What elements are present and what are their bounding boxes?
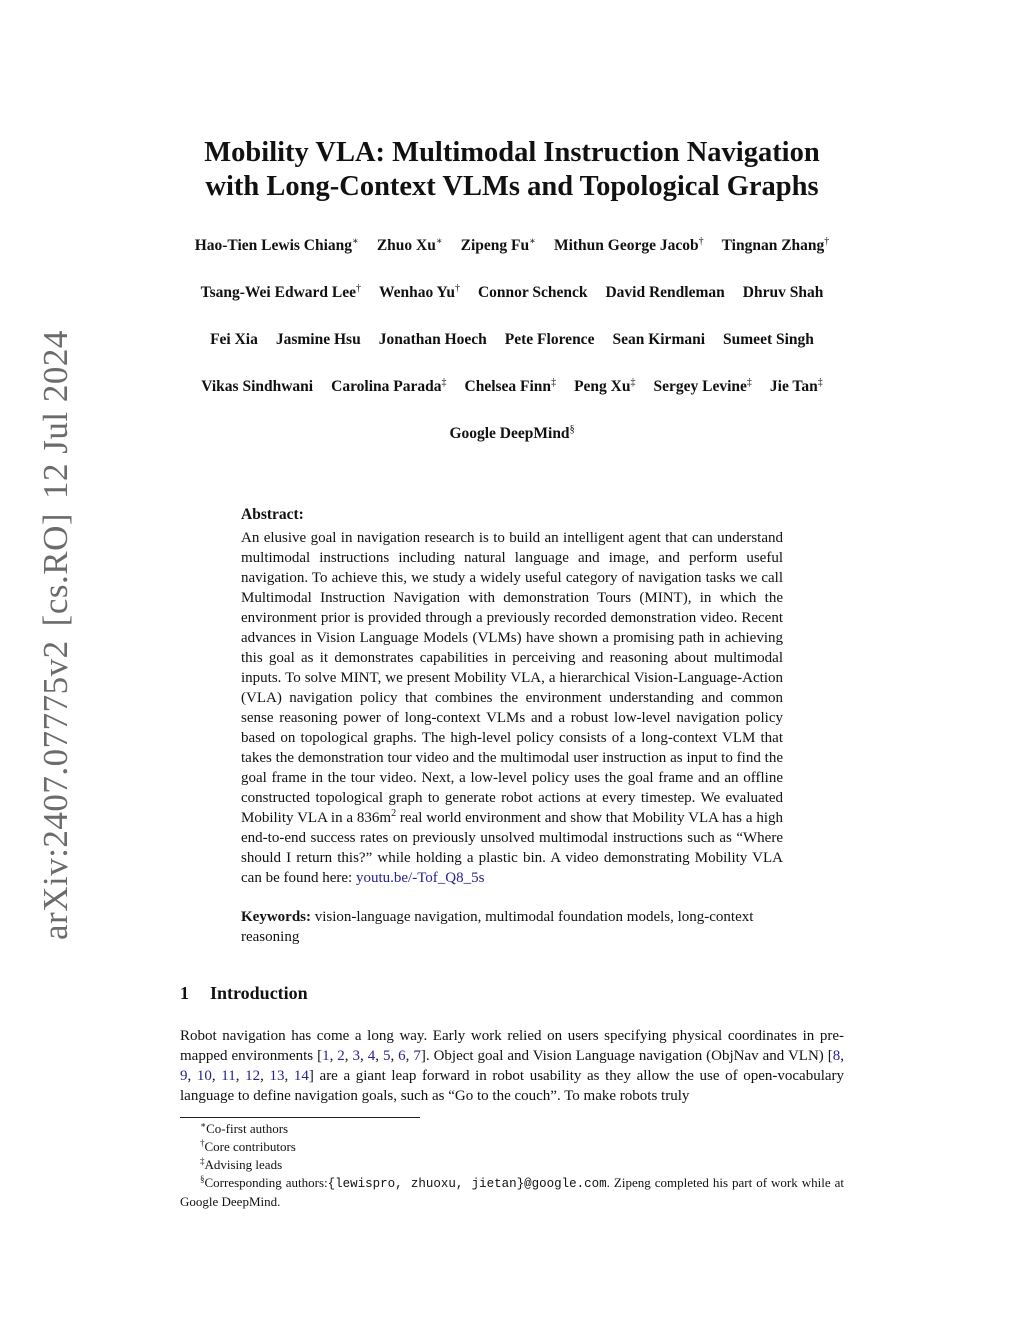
arxiv-date: 12 Jul 2024 — [36, 330, 75, 499]
citation-link[interactable]: 1 — [322, 1048, 330, 1064]
author-name: David Rendleman — [605, 284, 725, 301]
citation-link[interactable]: 5 — [382, 1048, 391, 1064]
footnote: ‡Advising leads — [200, 1156, 283, 1172]
citation-link[interactable]: 2 — [337, 1048, 345, 1064]
video-link[interactable]: youtu.be/-Tof_Q8_5s — [355, 870, 485, 886]
author-name: Zhuo Xu∗ — [376, 236, 443, 254]
footnote-rule — [180, 1117, 420, 1118]
citation-link[interactable]: 8 — [832, 1048, 841, 1064]
section-number: 1 — [180, 983, 189, 1003]
author-name: Jie Tan‡ — [769, 377, 823, 395]
arxiv-id: arXiv:2407.07775v2 — [36, 640, 75, 940]
keywords-label: Keywords: — [241, 909, 311, 925]
author-name: Tingnan Zhang† — [721, 236, 830, 254]
author-emails: {lewispro, zhuoxu, jietan}@google.com — [327, 1177, 607, 1191]
author-name: Wenhao Yu† — [378, 283, 460, 301]
citation-link[interactable]: 12 — [245, 1068, 261, 1084]
author-name: Jonathan Hoech — [378, 331, 487, 348]
citation-link[interactable]: 14 — [293, 1068, 309, 1084]
author-name: Fei Xia — [210, 331, 258, 348]
citation-link[interactable]: 9 — [180, 1068, 188, 1084]
keywords — [241, 907, 783, 947]
section-heading-introduction — [180, 983, 308, 1004]
author-name: Vikas Sindhwani — [201, 378, 314, 395]
keywords-text: vision-language navigation, multimodal foundation models, long-context reasoning — [241, 909, 754, 945]
author-name: Dhruv Shah — [742, 284, 824, 301]
author-row-1 — [160, 236, 864, 256]
arxiv-category: [cs.RO] — [36, 512, 75, 627]
author-name: Sean Kirmani — [612, 331, 706, 348]
author-row-4 — [160, 377, 864, 397]
citation-link[interactable]: 3 — [352, 1048, 361, 1064]
author-name: Mithun George Jacob† — [553, 236, 704, 254]
author-row-2 — [160, 283, 864, 303]
citation-link[interactable]: 11 — [221, 1068, 236, 1084]
abstract-text: An elusive goal in navigation research is to build an intelligent agent that can understand multimodal instructions including natural language and image, and perform useful navigation. To achieve this, we study a widely useful category of navigation tasks we call Multimodal Instruction Navigation with demonstration Tours (MINT), in which the environment prior is provided through a previously recorded demonstration video. Recent advances in Vision Language Models (VLMs) have shown a promising path in achieving this goal as it demonstrates capabilities in perceiving and reasoning about multimodal inputs. To solve MINT, we present Mobility VLA, a hierarchical Vision-Language-Action (VLA) navigation policy that combines the environment understanding and common sense reasoning power of long-context VLMs and a robust low-level navigation policy based on topological graphs. The high-level policy consists of a long-context VLM that takes the demonstration tour video and the multimodal user instruction as input to find the goal frame in the tour video. Next, a low-level policy uses the goal frame and an offline constructed topological graph to generate robot actions at every timestep. We evaluated Mobility VLA in a $836m^2$ real world environment and show that Mobility VLA has a high end-to-end success rates on previously unsolved multimodal instructions such as “Where should I return this?” while holding a plastic bin. A video demonstrating Mobility VLA can be found here: youtu.be/-Tof_Q8_5s — [241, 530, 783, 886]
abstract-heading: Abstract: — [241, 506, 304, 523]
section-title: Introduction — [210, 983, 308, 1003]
author-name: Tsang-Wei Edward Lee† — [200, 283, 361, 301]
title-line-2: with Long-Context VLMs and Topological Graphs — [205, 171, 819, 202]
intro-paragraph: Robot navigation has come a long way. Early work relied on users specifying physical coordinates in pre-mapped environments [1, 2, 3, 4, 5, 6, 7]. Object goal and Vision Language navigation (ObjNav and VLN) [8, 9, 10, 11, 12, 13, 14] are a giant leap forward in robot usability as they allow the use of open-vocabulary language to define navigation goals, such as “Go to the couch”. To make robots truly — [180, 1028, 845, 1104]
author-name: Sumeet Singh — [723, 331, 814, 348]
citation-link[interactable]: 7 — [413, 1048, 421, 1064]
citation-link[interactable]: 10 — [196, 1068, 212, 1084]
affiliation-name: Google DeepMind§ — [449, 424, 575, 442]
citation-link[interactable]: 6 — [398, 1048, 406, 1064]
author-name: Connor Schenck — [477, 284, 588, 301]
author-name: Carolina Parada‡ — [331, 377, 447, 395]
author-name: Sergey Levine‡ — [653, 377, 752, 395]
citation-link[interactable]: 13 — [269, 1068, 285, 1084]
citations-group-a: 1, 2, 3, 4, 5, 6, 7 — [322, 1048, 421, 1064]
footnotes — [180, 1120, 844, 1211]
title-line-1: Mobility VLA: Multimodal Instruction Navigation — [204, 137, 820, 168]
citations-group-b: 8, 9, 10, 11, 12, 13, 14 — [180, 1048, 845, 1084]
citation-link[interactable]: 4 — [367, 1048, 376, 1064]
author-name: Hao-Tien Lewis Chiang∗ — [194, 236, 359, 254]
author-name: Jasmine Hsu — [275, 331, 361, 348]
author-row-3 — [160, 330, 864, 350]
author-name: Pete Florence — [504, 331, 595, 348]
author-name: Zipeng Fu∗ — [460, 236, 536, 254]
paper-title — [0, 136, 1024, 204]
footnote: ∗Co-first authors — [200, 1120, 289, 1136]
author-name: Chelsea Finn‡ — [464, 377, 557, 395]
footnote-corresponding: §Corresponding authors:{lewispro, zhuoxu, jietan}@google.com. Zipeng completed his part of work while at Google DeepMind. — [180, 1174, 844, 1209]
affiliation — [160, 424, 864, 444]
footnote: †Core contributors — [200, 1138, 296, 1154]
author-name: Peng Xu‡ — [574, 377, 636, 395]
arxiv-stamp — [36, 330, 76, 940]
